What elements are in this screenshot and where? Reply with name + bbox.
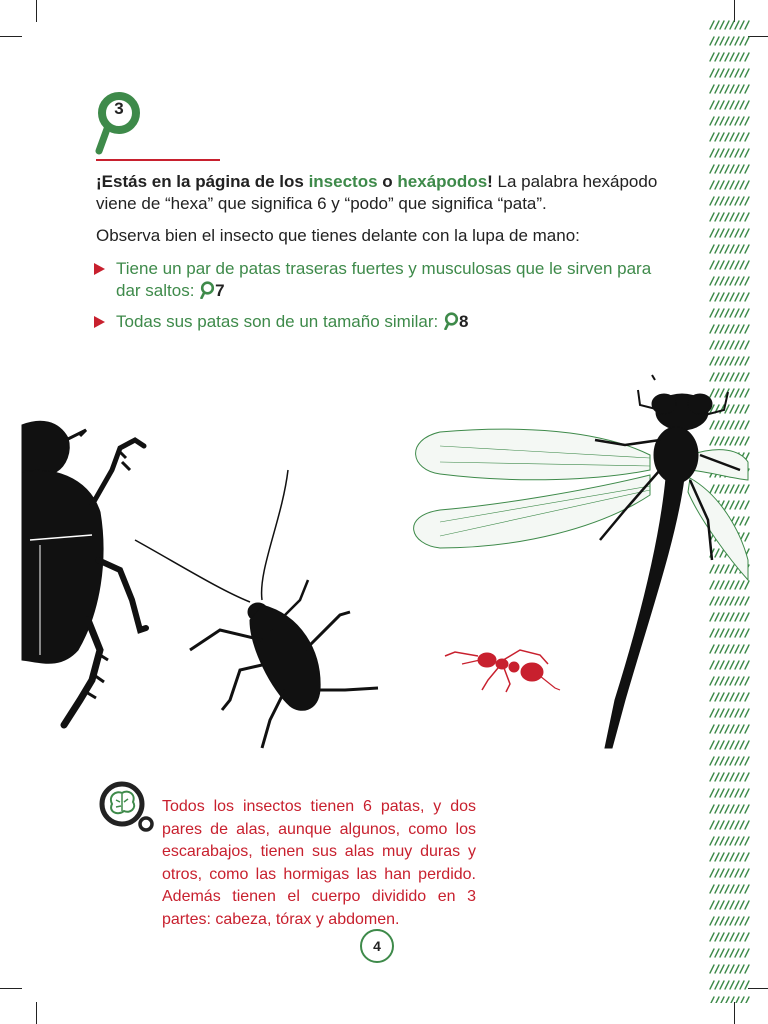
option-1[interactable] <box>94 258 654 304</box>
magnifier-icon <box>199 281 215 299</box>
crop-mark <box>0 988 22 989</box>
magnifier-icon <box>443 312 459 330</box>
intro-paragraph: ¡Estás en la página de los insectos o hexápodos! La palabra hexápodo viene de “hexa” que significa 6 y “podo” que significa “pata”. <box>96 172 658 213</box>
brain-magnifier-icon <box>94 780 156 836</box>
option-2[interactable] <box>94 311 654 335</box>
section-number: 3 <box>114 99 124 118</box>
option-2-text: Todas sus patas son de un tamaño similar: <box>116 312 439 331</box>
option-1-text: Tiene un par de patas traseras fuertes y musculosas que le sirven para dar saltos: <box>116 259 652 300</box>
bullet-triangle-icon <box>94 263 105 275</box>
crop-mark <box>734 1002 735 1024</box>
keyword-hexapodos: hexápodos <box>397 172 488 191</box>
bullet-triangle-icon <box>94 316 105 328</box>
crop-mark <box>36 0 37 22</box>
insects-illustration <box>0 370 768 770</box>
instruction-text: Observa bien el insecto que tienes delante con la lupa de mano: <box>96 226 580 245</box>
beetle-illustration <box>22 421 146 725</box>
cockroach-illustration <box>135 470 378 748</box>
crop-mark <box>748 36 768 37</box>
goto-8-link[interactable]: 8 <box>443 312 468 331</box>
page-number: 4 <box>360 929 394 963</box>
crop-mark <box>748 988 768 989</box>
goto-7-link[interactable]: 7 <box>199 281 224 300</box>
crop-mark <box>36 1002 37 1024</box>
info-note: Todos los insectos tienen 6 patas, y dos pares de alas, aunque algunos, como los escarabajos, tienen sus alas muy duras y otros, como las hormigas las han perdido. Además tienen el cuerpo dividido en 3 partes: cabeza, tórax y abdomen. <box>162 798 476 928</box>
title-divider <box>96 159 220 161</box>
keyword-insectos: insectos <box>308 172 378 191</box>
ant-illustration <box>445 650 560 692</box>
crop-mark <box>0 36 22 37</box>
dragonfly-illustration <box>414 375 748 748</box>
